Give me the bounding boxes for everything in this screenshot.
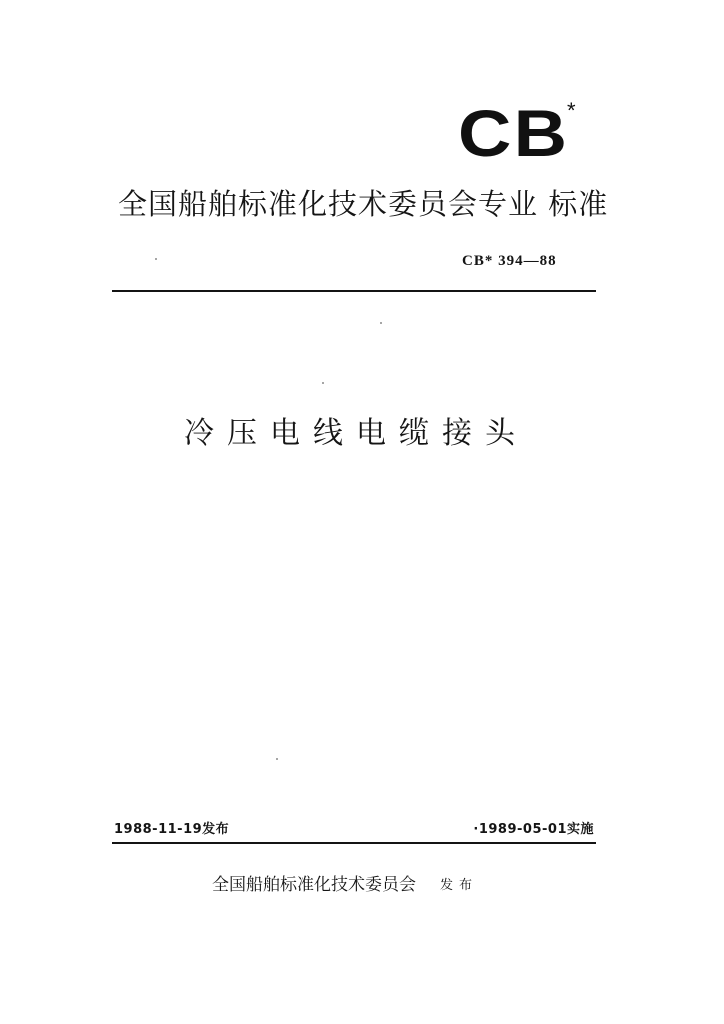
top-divider <box>112 290 596 292</box>
scan-speck <box>155 258 157 260</box>
cb-logo-asterisk: * <box>567 98 576 123</box>
standard-code: CB* 394—88 <box>462 253 557 269</box>
cb-logo: CB <box>458 96 570 170</box>
organization-title: 全国船舶标准化技术委员会专业 标准 <box>118 187 609 221</box>
scan-speck <box>322 382 324 384</box>
bottom-divider <box>112 842 596 844</box>
publisher-action: 发布 <box>440 878 479 893</box>
implementation-date: ·1989-05-01实施 <box>473 822 594 837</box>
scan-speck <box>276 758 278 760</box>
publisher-name: 全国船舶标准化技术委员会 <box>212 875 416 895</box>
document-title: 冷压电线电缆接头 <box>184 416 528 451</box>
issue-date: 1988-11-19发布 <box>114 822 230 837</box>
scan-speck <box>380 322 382 324</box>
